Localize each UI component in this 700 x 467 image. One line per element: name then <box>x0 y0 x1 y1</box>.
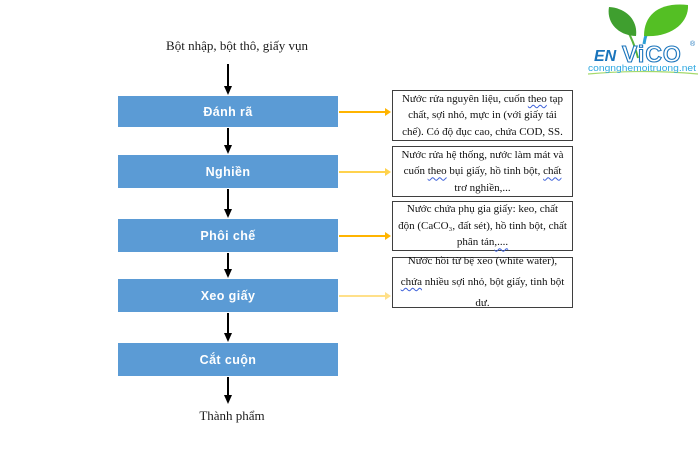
step-label: Cắt cuộn <box>199 352 257 367</box>
step-box-xeo-giay <box>118 279 338 312</box>
note-box-danh-ra: Nước rửa nguyên liệu, cuốn theo tạp chất, sợi nhỏ, mực in (với giấy tái chế). Có độ đục cao, chứa COD, SS. <box>392 90 573 141</box>
logo-text-en: EN <box>594 48 617 65</box>
source-label: Bột nhập, bột thô, giấy vụn <box>166 38 308 53</box>
flow-arrow-down-icon <box>227 377 229 395</box>
note-box-xeo-giay: Nước hồi từ bệ xeo (white water), chứa nhiều sợi nhỏ, bột giấy, tinh bột dư. <box>392 257 573 308</box>
sink-label: Thành phẩm <box>199 408 265 423</box>
step-box-phoi-che <box>118 219 338 252</box>
logo-tagline: congnghemoitruong.net <box>588 63 697 73</box>
step-box-nghien <box>118 155 338 188</box>
note-box-nghien: Nước rửa hệ thống, nước làm mát và cuốn theo bụi giấy, hồ tinh bột, chất trơ nghiền,... <box>392 146 573 197</box>
step-label: Nghiền <box>205 164 251 179</box>
flow-arrow-down-icon <box>227 64 229 86</box>
flow-arrow-down-icon <box>227 189 229 209</box>
step-label: Xeo giấy <box>200 288 256 303</box>
flow-arrow-down-icon <box>227 253 229 269</box>
connector-arrow-icon <box>339 235 385 237</box>
flow-arrow-down-icon <box>227 128 229 145</box>
connector-arrow-icon <box>339 111 385 113</box>
note-box-phoi-che: Nước chứa phụ gia giấy: keo, chất độn (CaCO₃, đất sét), hồ tinh bột, chất phân tán,.... <box>392 201 573 251</box>
flow-arrow-down-icon <box>227 313 229 333</box>
leaf-right-icon <box>644 5 688 37</box>
step-box-cat-cuon <box>118 343 338 376</box>
leaf-left-icon <box>609 7 637 36</box>
step-label: Phôi chế <box>200 228 256 243</box>
connector-arrow-icon <box>339 295 385 297</box>
registered-mark-icon: ® <box>690 41 696 48</box>
step-label: Đánh rã <box>203 104 253 119</box>
logo-text-vico: ViCO <box>622 41 682 67</box>
envico-logo <box>586 0 700 78</box>
step-box-danh-ra <box>118 96 338 127</box>
connector-arrow-icon <box>339 171 385 173</box>
